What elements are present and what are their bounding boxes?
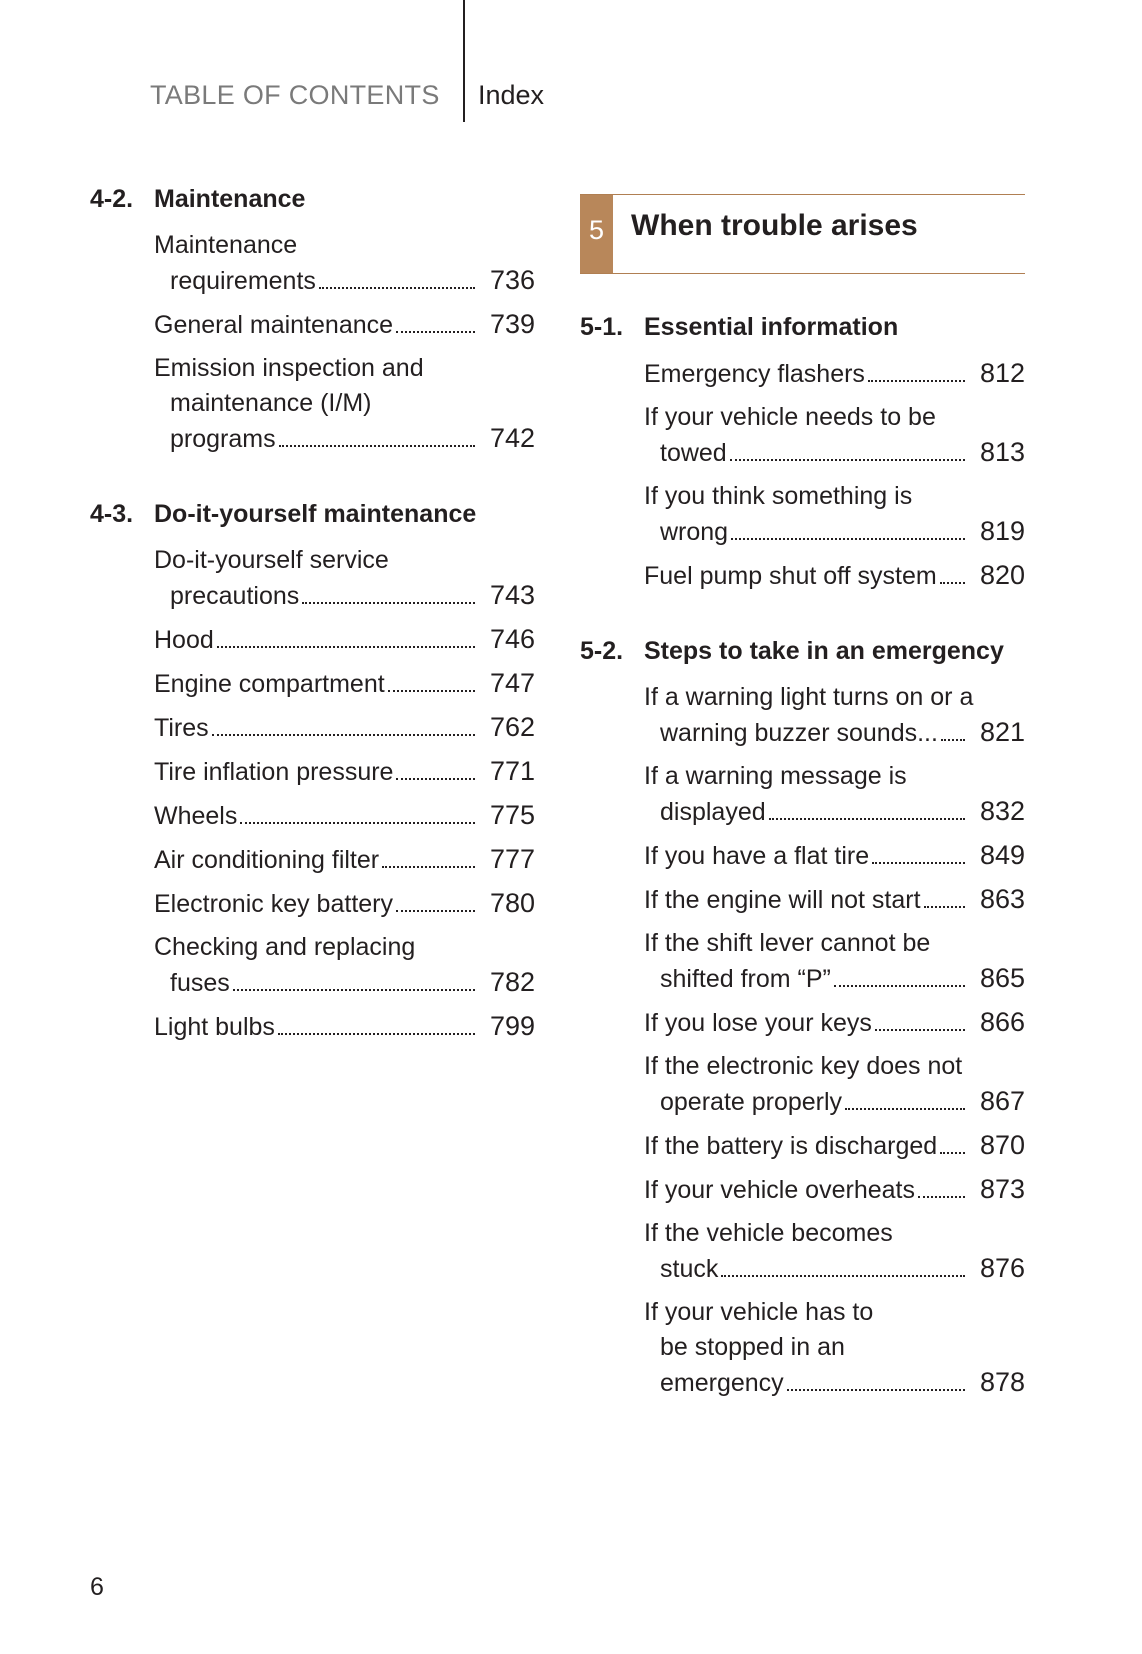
entry-last-line <box>644 1084 1025 1120</box>
left-column <box>90 182 535 1053</box>
dot-leader <box>731 538 965 540</box>
entry-text-line: If the vehicle becomes <box>644 1219 893 1247</box>
toc-entry[interactable] <box>154 754 535 790</box>
entry-text: If you lose your keys <box>644 1009 872 1037</box>
page-ref[interactable]: 820 <box>979 560 1025 590</box>
entry-text: General maintenance <box>154 311 394 339</box>
dot-leader <box>721 1275 965 1277</box>
page-ref[interactable]: 813 <box>979 437 1025 467</box>
entry-text: Wheels <box>154 802 238 830</box>
dot-leader <box>217 646 475 648</box>
section-spacer <box>90 465 535 497</box>
page-ref[interactable]: 782 <box>489 967 535 997</box>
entry-text: Air conditioning filter <box>154 846 380 874</box>
page-ref[interactable]: 873 <box>979 1174 1025 1204</box>
toc-entry[interactable] <box>644 558 1025 594</box>
toc-entry[interactable] <box>644 356 1025 392</box>
entry-last-line <box>154 754 535 790</box>
section-number: 4-3. <box>90 500 134 528</box>
dot-leader <box>302 602 475 604</box>
entry-last-line <box>644 514 1025 550</box>
right-sections <box>580 310 1025 1401</box>
toc-entry[interactable] <box>644 882 1025 918</box>
dot-leader <box>212 734 475 736</box>
page-ref[interactable]: 819 <box>979 516 1025 546</box>
dot-leader <box>787 1389 965 1391</box>
section-title <box>90 497 535 531</box>
entry-last-line <box>644 1251 1025 1287</box>
entry-last-line <box>154 842 535 878</box>
toc-entry[interactable] <box>154 543 535 614</box>
entry-text: If your vehicle overheats <box>644 1176 915 1204</box>
entry-last-line <box>644 435 1025 471</box>
toc-entry[interactable] <box>154 622 535 658</box>
entry-text-line: maintenance (I/M) <box>170 389 372 417</box>
entry-text-line: If your vehicle has to <box>644 1298 874 1326</box>
chapter-title: When trouble arises <box>631 209 918 242</box>
page-ref[interactable]: 780 <box>489 888 535 918</box>
page-ref[interactable]: 739 <box>489 309 535 339</box>
page-ref[interactable]: 812 <box>979 358 1025 388</box>
entry-last-line <box>644 961 1025 997</box>
chapter-banner <box>580 194 1025 274</box>
entry-text-line: be stopped in an <box>660 1333 845 1361</box>
page-ref[interactable]: 849 <box>979 840 1025 870</box>
page-ref[interactable]: 743 <box>489 580 535 610</box>
page-ref[interactable]: 821 <box>979 717 1025 747</box>
entry-text-line: If a warning message is <box>644 762 907 790</box>
page-ref[interactable]: 746 <box>489 624 535 654</box>
page-ref[interactable]: 775 <box>489 800 535 830</box>
dot-leader <box>940 582 965 584</box>
toc-entry[interactable] <box>644 1295 1025 1401</box>
entry-text: Hood <box>154 626 214 654</box>
page-ref[interactable]: 736 <box>489 265 535 295</box>
entry-last-line <box>154 886 535 922</box>
entry-last-line <box>154 578 535 614</box>
entry-last-line <box>154 421 535 457</box>
toc-entry[interactable] <box>644 838 1025 874</box>
entry-text: Fuel pump shut off system <box>644 562 937 590</box>
entry-last-line <box>154 622 535 658</box>
entry-text-line: If a warning light turns on or a <box>644 683 974 711</box>
toc-header-link[interactable]: TABLE OF CONTENTS <box>150 80 440 110</box>
entry-text: shifted from “P” <box>660 965 831 993</box>
dot-leader <box>388 690 475 692</box>
toc-entry[interactable] <box>644 1216 1025 1287</box>
entry-text: programs <box>170 425 276 453</box>
entry-last-line <box>154 307 535 343</box>
entry-text: If the engine will not start <box>644 886 921 914</box>
page-ref[interactable]: 863 <box>979 884 1025 914</box>
page-ref[interactable]: 876 <box>979 1253 1025 1283</box>
entry-text: warning buzzer sounds... <box>660 719 938 747</box>
toc-entry[interactable] <box>644 1049 1025 1120</box>
entry-text-line: Emission inspection and <box>154 354 424 382</box>
entry-text: towed <box>660 439 727 467</box>
dot-leader <box>875 1029 965 1031</box>
toc-entry[interactable] <box>154 842 535 878</box>
dot-leader <box>396 910 475 912</box>
toc-entry[interactable] <box>154 307 535 343</box>
index-header-link[interactable]: Index <box>478 80 545 110</box>
page-ref[interactable]: 771 <box>489 756 535 786</box>
entry-text-line: If your vehicle needs to be <box>644 403 936 431</box>
dot-leader <box>940 1152 965 1154</box>
dot-leader <box>769 818 965 820</box>
section-title <box>580 634 1025 668</box>
page-ref[interactable]: 832 <box>979 796 1025 826</box>
dot-leader <box>278 1033 475 1035</box>
entry-text: wrong <box>660 518 729 546</box>
header-divider <box>463 0 465 122</box>
dot-leader <box>240 822 475 824</box>
entry-text: stuck <box>660 1255 719 1283</box>
entry-text: If the battery is discharged <box>644 1132 938 1160</box>
entry-text: Engine compartment <box>154 670 385 698</box>
entry-last-line <box>644 558 1025 594</box>
toc-entry[interactable] <box>154 710 535 746</box>
section-spacer <box>580 602 1025 634</box>
page-ref[interactable]: 878 <box>979 1367 1025 1397</box>
toc-entry[interactable] <box>154 1009 535 1045</box>
toc-entry[interactable] <box>154 886 535 922</box>
entry-text: precautions <box>170 582 300 610</box>
entry-last-line <box>644 882 1025 918</box>
dot-leader <box>941 739 965 741</box>
page-number: 6 <box>90 1573 104 1601</box>
dot-leader <box>868 380 965 382</box>
toc-entry[interactable] <box>154 666 535 702</box>
page-ref[interactable]: 747 <box>489 668 535 698</box>
dot-leader <box>730 459 965 461</box>
toc-entry[interactable] <box>154 228 535 299</box>
section-name: Maintenance <box>154 185 306 213</box>
toc-entry[interactable] <box>644 926 1025 997</box>
toc-entry[interactable] <box>644 680 1025 751</box>
section-title <box>580 310 1025 344</box>
entry-last-line <box>644 1172 1025 1208</box>
dot-leader <box>834 985 965 987</box>
page-ref[interactable]: 762 <box>489 712 535 742</box>
entry-last-line <box>644 715 1025 751</box>
entry-text: operate properly <box>660 1088 843 1116</box>
entry-text: fuses <box>170 969 230 997</box>
entry-last-line <box>644 1005 1025 1041</box>
section-number: 5-2. <box>580 637 624 665</box>
entry-text-line: If the shift lever cannot be <box>644 929 931 957</box>
entry-last-line <box>154 1009 535 1045</box>
section-name: Do-it-yourself maintenance <box>154 500 477 528</box>
entry-text: If you have a flat tire <box>644 842 870 870</box>
entry-text-line: If you think something is <box>644 482 913 510</box>
entry-text: Light bulbs <box>154 1013 275 1041</box>
dot-leader <box>279 445 475 447</box>
page-ref[interactable]: 867 <box>979 1086 1025 1116</box>
entry-text: Tires <box>154 714 209 742</box>
entry-last-line <box>644 1128 1025 1164</box>
page-ref[interactable]: 799 <box>489 1011 535 1041</box>
entry-last-line <box>154 965 535 1001</box>
entry-last-line <box>154 666 535 702</box>
toc-entry[interactable] <box>154 930 535 1001</box>
dot-leader <box>396 331 475 333</box>
toc-entry[interactable] <box>644 1128 1025 1164</box>
toc-entry[interactable] <box>644 479 1025 550</box>
entry-last-line <box>644 794 1025 830</box>
entry-last-line <box>644 1365 1025 1401</box>
entry-text-line: Maintenance <box>154 231 298 259</box>
page-ref[interactable]: 865 <box>979 963 1025 993</box>
dot-leader <box>924 906 965 908</box>
dot-leader <box>845 1108 965 1110</box>
chapter-number-badge: 5 <box>580 195 613 273</box>
dot-leader <box>396 778 475 780</box>
toc-entry[interactable] <box>644 1172 1025 1208</box>
dot-leader <box>918 1196 965 1198</box>
dot-leader <box>233 989 475 991</box>
page-ref[interactable]: 870 <box>979 1130 1025 1160</box>
entry-text-line: If the electronic key does not <box>644 1052 963 1080</box>
entry-text-line: Do-it-yourself service <box>154 546 389 574</box>
toc-entry[interactable] <box>644 759 1025 830</box>
section-name: Steps to take in an emergency <box>644 637 1004 665</box>
section-name: Essential information <box>644 313 899 341</box>
entry-text-line: Checking and replacing <box>154 933 416 961</box>
page-ref[interactable]: 742 <box>489 423 535 453</box>
section-title <box>90 182 535 216</box>
entry-text: Emergency flashers <box>644 360 865 388</box>
entry-last-line <box>154 798 535 834</box>
entry-text: requirements <box>170 267 316 295</box>
dot-leader <box>319 287 475 289</box>
page-ref[interactable]: 866 <box>979 1007 1025 1037</box>
entry-text: Electronic key battery <box>154 890 393 918</box>
section-number: 5-1. <box>580 313 624 341</box>
toc-entry[interactable] <box>644 1005 1025 1041</box>
entry-text: Tire inflation pressure <box>154 758 394 786</box>
entry-text: displayed <box>660 798 766 826</box>
section-number: 4-2. <box>90 185 134 213</box>
toc-entry[interactable] <box>644 400 1025 471</box>
page-ref[interactable]: 777 <box>489 844 535 874</box>
entry-text: emergency <box>660 1369 784 1397</box>
entry-last-line <box>644 838 1025 874</box>
dot-leader <box>872 862 965 864</box>
toc-entry[interactable] <box>154 351 535 457</box>
toc-entry[interactable] <box>154 798 535 834</box>
entry-last-line <box>154 263 535 299</box>
entry-last-line <box>154 710 535 746</box>
entry-last-line <box>644 356 1025 392</box>
dot-leader <box>382 866 475 868</box>
right-column <box>580 194 1025 1409</box>
